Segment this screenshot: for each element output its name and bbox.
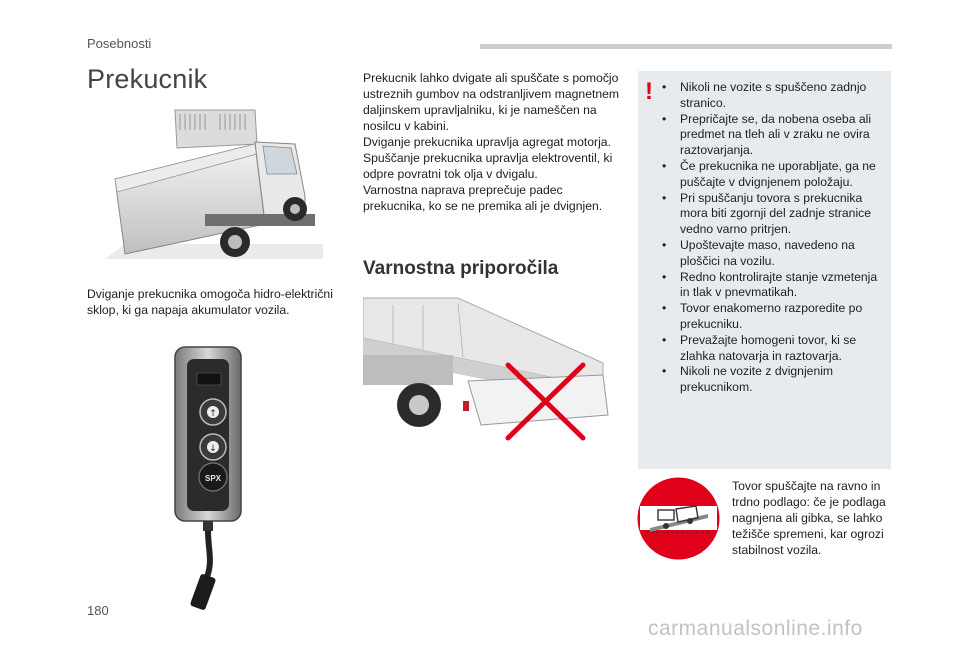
section-title: Posebnosti xyxy=(87,36,152,51)
header-bar xyxy=(480,44,892,49)
warning-item: • Nikoli ne vozite s spuščeno zadnjo stranico. xyxy=(654,80,882,112)
warning-icon: ! xyxy=(645,78,653,105)
safety-heading: Varnostna priporočila xyxy=(363,258,559,279)
svg-text:↑: ↑ xyxy=(209,409,217,419)
tipper-power-text: Dviganje prekucnika omogoča hidro-električni sklop, ki ga napaja akumulator vozila. xyxy=(87,287,333,317)
warning-item: • Pri spuščanju tovora s prekucnika mora biti zgornji del zadnje stranice vedno varno pritrjen. xyxy=(654,191,882,238)
warning-item: • Upoštevajte maso, navedeno na ploščici na vozilu. xyxy=(654,238,882,270)
intro-text xyxy=(363,70,625,214)
page-title: Prekucnik xyxy=(87,64,208,94)
page-number: 180 xyxy=(87,603,109,618)
intro-line-1: Prekucnik lahko dvigate ali spuščate s pomočjo ustreznih gumbov na odstranljivem magnetnem daljinskem upravljalniku, ki je nameščen na nosilcu v kabini. xyxy=(363,71,620,133)
tipper-truck-raised-illustration xyxy=(105,104,323,274)
warning-item: • Redno kontrolirajte stanje vzmetenja in tlak v pnevmatikah. xyxy=(654,270,882,302)
intro-line-2: Dviganje prekucnika upravlja agregat motorja. xyxy=(363,135,611,149)
remote-brand-label: SPX xyxy=(204,474,222,483)
watermark: carmanualsonline.info xyxy=(648,617,863,640)
svg-text:↓: ↓ xyxy=(209,444,217,454)
warning-item: • Prepričajte se, da nobena oseba ali predmet na tleh ali v zraku ne ovira raztovarjanja. xyxy=(654,112,882,159)
slope-note: Tovor spuščajte na ravno in trdno podlago: če je podlaga nagnjena ali gibka, se lahko težišče spremeni, kar ogrozi stabilnost vozila. xyxy=(732,479,886,557)
intro-line-3: Spuščanje prekucnika upravlja elektroventil, ki odpre povratni tok olja v dvigalu. xyxy=(363,151,613,181)
remote-control-illustration xyxy=(165,345,250,613)
intro-line-4: Varnostna naprava preprečuje padec prekucnika, ko se ne premika ali je dvignjen. xyxy=(363,183,603,213)
warning-item: • Če prekucnika ne uporabljate, ga ne puščajte v dvignjenem položaju. xyxy=(654,159,882,191)
warning-list xyxy=(654,80,882,396)
warning-item: • Tovor enakomerno razporedite po prekucniku. xyxy=(654,301,882,333)
warning-item: • Prevažajte homogeni tovor, ki se zlahka natovarja in raztovarja. xyxy=(654,333,882,365)
no-slope-prohibition-icon xyxy=(636,476,721,561)
warning-item: • Nikoli ne vozite z dvignjenim prekucnikom. xyxy=(654,364,882,396)
incorrect-tailgate-illustration xyxy=(363,293,613,443)
